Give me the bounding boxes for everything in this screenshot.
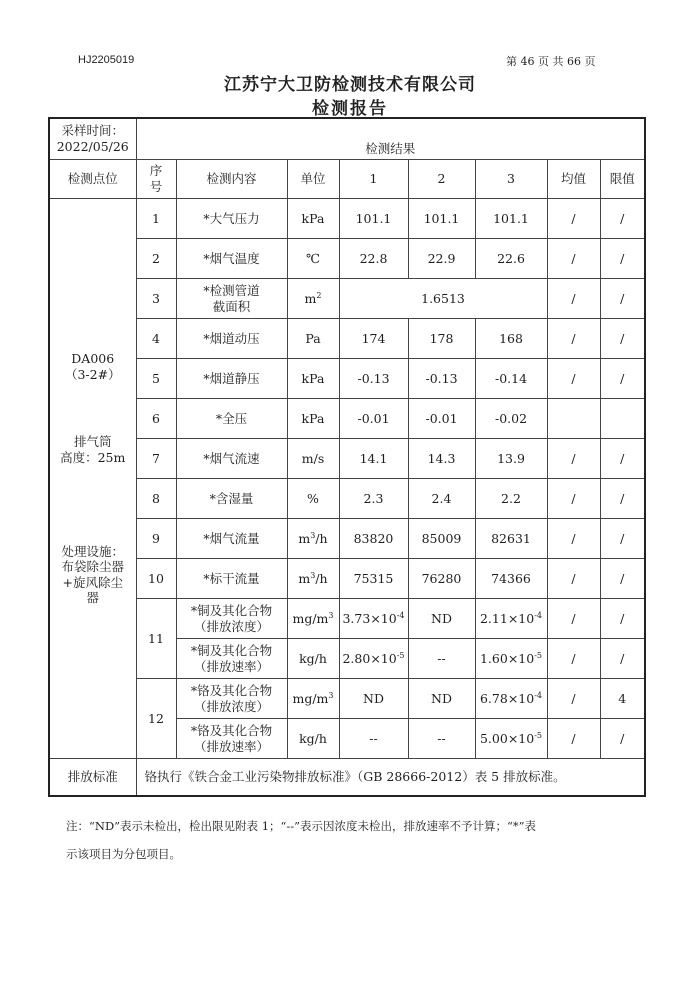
col-seq: 序 号	[136, 160, 176, 199]
footnote-line-1: 注：“ND”表示未检出，检出限见附表 1；“--”表示因浓度未检出，排放速率不予计算；“*”表	[66, 819, 537, 833]
table-row	[49, 239, 645, 279]
row-item: *检测管道 截面积	[176, 279, 287, 319]
point-code: （3-2#）	[64, 366, 121, 382]
row-limit: /	[600, 359, 645, 399]
table-row	[49, 359, 645, 399]
row-item: *烟道动压	[176, 319, 287, 359]
row-item: *铬及其化合物 （排放速率）	[176, 719, 287, 759]
col-point: 检测点位	[49, 160, 136, 199]
table-row	[49, 279, 645, 319]
table-row	[49, 679, 645, 719]
row-seq: 6	[136, 399, 176, 439]
row-average: /	[547, 599, 600, 639]
row-unit: kg/h	[287, 719, 339, 759]
row-merged-value: 1.6513	[339, 279, 547, 319]
table-row	[49, 559, 645, 599]
row-value-1: 174	[339, 319, 408, 359]
facility-label: 处理设施：	[61, 543, 124, 559]
row-unit: ℃	[287, 239, 339, 279]
row-limit: /	[600, 279, 645, 319]
row-seq: 7	[136, 439, 176, 479]
row-value-1: 14.1	[339, 439, 408, 479]
row-value-3: $2.11\times 10^{-4}$	[475, 599, 547, 639]
row-value-1: $2.80\times 10^{-5}$	[339, 639, 408, 679]
row-seq: 3	[136, 279, 176, 319]
row-limit: 4	[600, 679, 645, 719]
row-value-3: 82631	[475, 519, 547, 559]
row-average: /	[547, 359, 600, 399]
row-seq: 12	[136, 679, 176, 759]
row-seq: 11	[136, 599, 176, 679]
col-run-1: 1	[339, 160, 408, 199]
standard-label: 排放标准	[49, 759, 136, 797]
col-item: 检测内容	[176, 160, 287, 199]
row-limit: /	[600, 439, 645, 479]
row-seq: 2	[136, 239, 176, 279]
row-value-3: $1.60\times 10^{-5}$	[475, 639, 547, 679]
col-run-3: 3	[475, 160, 547, 199]
row-item: *铜及其化合物 （排放浓度）	[176, 599, 287, 639]
row-value-2: 22.9	[408, 239, 475, 279]
row-unit: kPa	[287, 199, 339, 239]
sample-time-label: 采样时间：	[61, 123, 124, 139]
row-unit: kg/h	[287, 639, 339, 679]
row-value-3: 13.9	[475, 439, 547, 479]
row-unit: $m^3/h$	[287, 519, 339, 559]
facility-line-2: 布袋除尘器	[61, 559, 124, 575]
row-value-1: -0.01	[339, 399, 408, 439]
row-value-1: 22.8	[339, 239, 408, 279]
row-item: *烟气流速	[176, 439, 287, 479]
row-seq: 5	[136, 359, 176, 399]
row-item: *铜及其化合物 （排放速率）	[176, 639, 287, 679]
row-value-2: ND	[408, 679, 475, 719]
table-row	[49, 399, 645, 439]
row-value-3: 101.1	[475, 199, 547, 239]
row-value-2: 178	[408, 319, 475, 359]
row-unit: %	[287, 479, 339, 519]
table-row	[49, 519, 645, 559]
row-average: /	[547, 319, 600, 359]
row-average: /	[547, 639, 600, 679]
table-header-row	[49, 160, 645, 199]
row-unit: Pa	[287, 319, 339, 359]
row-unit: $m^2$	[287, 279, 339, 319]
row-value-1: 2.3	[339, 479, 408, 519]
row-limit: /	[600, 199, 645, 239]
row-average: /	[547, 519, 600, 559]
footnote	[66, 812, 636, 868]
row-average: /	[547, 679, 600, 719]
row-value-3: -0.14	[475, 359, 547, 399]
row-average: /	[547, 439, 600, 479]
row-unit: kPa	[287, 359, 339, 399]
row-average: /	[547, 279, 600, 319]
row-seq: 1	[136, 199, 176, 239]
table-row	[49, 599, 645, 639]
row-average: /	[547, 719, 600, 759]
row-unit: $m^3/h$	[287, 559, 339, 599]
row-value-3: 2.2	[475, 479, 547, 519]
row-limit: /	[600, 559, 645, 599]
row-seq: 10	[136, 559, 176, 599]
table-row	[49, 479, 645, 519]
row-value-1: --	[339, 719, 408, 759]
row-value-3: 168	[475, 319, 547, 359]
row-item: *全压	[176, 399, 287, 439]
stack-label: 排气筒	[73, 434, 112, 450]
table-row	[49, 439, 645, 479]
table-row	[49, 319, 645, 359]
row-value-1: -0.13	[339, 359, 408, 399]
row-value-3: 74366	[475, 559, 547, 599]
page-indicator: 第 46 页 共 66 页	[506, 55, 596, 68]
document-number: HJ2205019	[78, 54, 135, 66]
row-item: *烟道静压	[176, 359, 287, 399]
row-limit: /	[600, 479, 645, 519]
row-seq: 4	[136, 319, 176, 359]
row-item: *烟气温度	[176, 239, 287, 279]
footnote-line-2: 示该项目为分包项目。	[66, 847, 181, 861]
row-item: *烟气流量	[176, 519, 287, 559]
results-table	[48, 117, 646, 797]
row-item: *含湿量	[176, 479, 287, 519]
row-average: /	[547, 479, 600, 519]
results-header: 检测结果	[136, 139, 645, 160]
row-seq: 9	[136, 519, 176, 559]
row-limit: /	[600, 599, 645, 639]
standard-text: 铬执行《铁合金工业污染物排放标准》（GB 28666-2012）表 5 排放标准。	[136, 759, 645, 797]
row-unit: kPa	[287, 399, 339, 439]
point-name: DA006	[71, 351, 115, 366]
sample-time-cell	[49, 118, 136, 160]
row-value-2: 2.4	[408, 479, 475, 519]
stack-height: 高度：25m	[60, 449, 126, 465]
report-title: 检测报告	[312, 99, 388, 119]
row-value-1: 83820	[339, 519, 408, 559]
sample-date: 2022/05/26	[56, 139, 129, 154]
table-row	[49, 199, 645, 239]
row-value-2: --	[408, 639, 475, 679]
row-value-3: $5.00\times 10^{-5}$	[475, 719, 547, 759]
row-value-1: 75315	[339, 559, 408, 599]
col-limit: 限值	[600, 160, 645, 199]
row-value-2: ND	[408, 599, 475, 639]
row-limit	[600, 399, 645, 439]
col-run-2: 2	[408, 160, 475, 199]
row-value-1: $3.73\times 10^{-4}$	[339, 599, 408, 639]
row-limit: /	[600, 239, 645, 279]
row-value-1: ND	[339, 679, 408, 719]
row-value-2: 85009	[408, 519, 475, 559]
row-item: *标干流量	[176, 559, 287, 599]
row-value-2: 101.1	[408, 199, 475, 239]
row-average: /	[547, 559, 600, 599]
row-value-2: 76280	[408, 559, 475, 599]
row-seq: 8	[136, 479, 176, 519]
row-value-1: 101.1	[339, 199, 408, 239]
row-value-2: -0.01	[408, 399, 475, 439]
row-value-2: 14.3	[408, 439, 475, 479]
row-value-3: 22.6	[475, 239, 547, 279]
monitoring-point-cell	[49, 199, 136, 759]
company-name: 江苏宁大卫防检测技术有限公司	[224, 75, 476, 95]
row-limit: /	[600, 519, 645, 559]
row-unit: $mg/m^3$	[287, 679, 339, 719]
row-unit: m/s	[287, 439, 339, 479]
row-limit: /	[600, 319, 645, 359]
row-unit: $mg/m^3$	[287, 599, 339, 639]
facility-line-3: +旋风除尘	[62, 574, 123, 590]
row-average: /	[547, 239, 600, 279]
row-value-2: -0.13	[408, 359, 475, 399]
row-limit: /	[600, 639, 645, 679]
row-item: *铬及其化合物 （排放浓度）	[176, 679, 287, 719]
row-limit: /	[600, 719, 645, 759]
row-average	[547, 399, 600, 439]
row-value-3: -0.02	[475, 399, 547, 439]
standard-row	[49, 759, 645, 797]
row-value-3: $6.78\times 10^{-4}$	[475, 679, 547, 719]
row-average: /	[547, 199, 600, 239]
row-item: *大气压力	[176, 199, 287, 239]
facility-line-4: 器	[86, 590, 99, 606]
col-unit: 单位	[287, 160, 339, 199]
row-value-2: --	[408, 719, 475, 759]
col-average: 均值	[547, 160, 600, 199]
